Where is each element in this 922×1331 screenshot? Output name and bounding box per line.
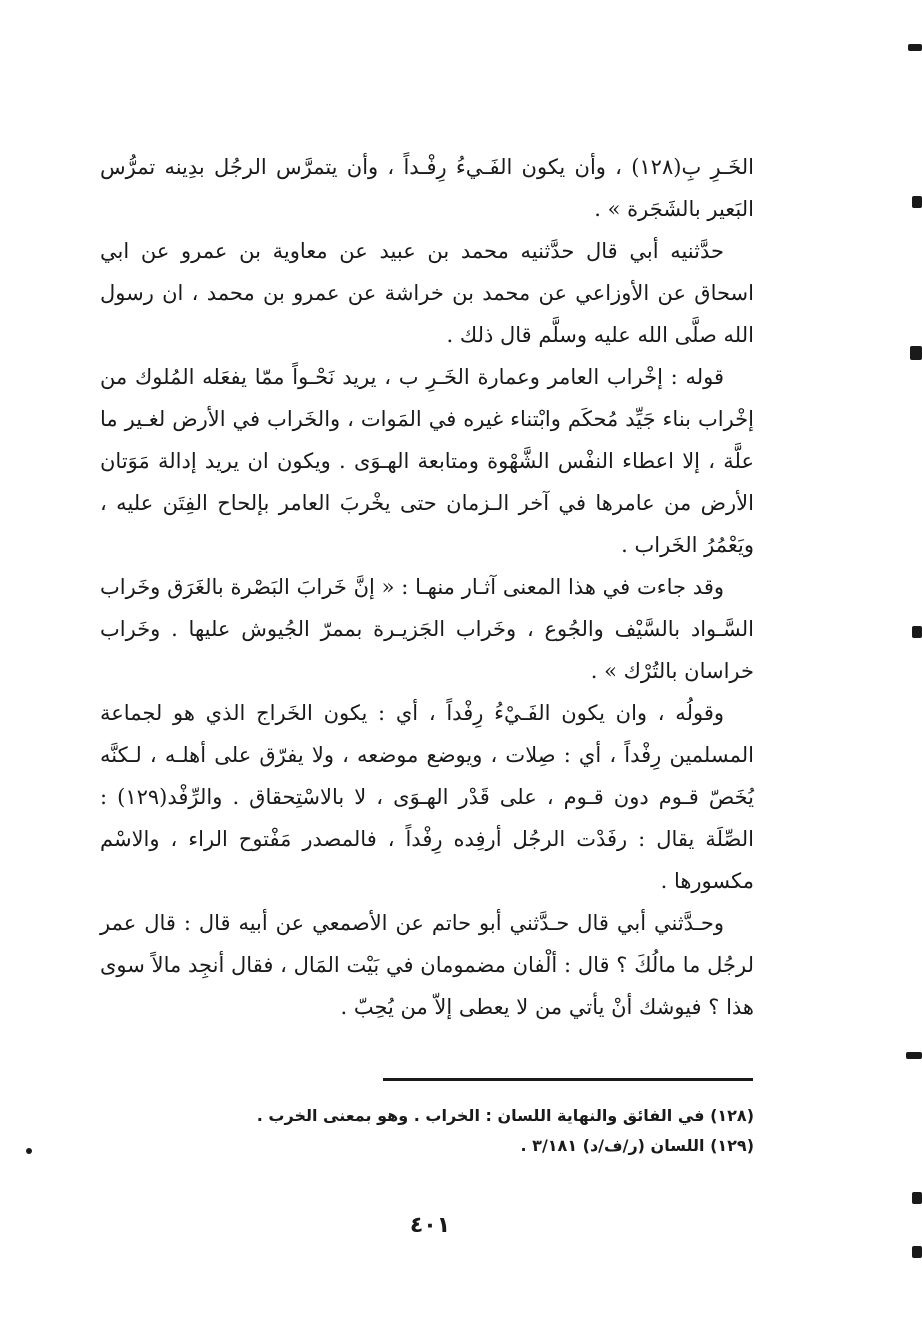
paragraph-1: الخَـرِ بِ(١٢٨) ، وأن يكون الفَـيءُ رِفْـداً ، وأن يتمرَّس الرجُل بدِينه تمرُّس البَعير بالشَجَرة » . bbox=[100, 155, 754, 221]
scan-mark bbox=[912, 626, 922, 638]
scan-mark bbox=[910, 346, 922, 360]
paragraph-3: قوله : إخْراب العامر وعمارة الخَـرِ ب ، يريد نَحْـواً ممّا يفعَله المُلوك من إخْراب بناء جَيِّد مُحكَم وابْتناء غيره في المَوات ، والخَراب في الأرض لغـير ما علَّة ، إلا اعطاء النفْس الشَّهْوة ومتابعة الهـوَى . ويكون ان يريد إدالة مَوَتان الأرض من عامرها في آخر الـزمان حتى يخْربَ العامر بإلحاح الفِتَن عليه ، ويَعْمُرُ الخَراب . bbox=[100, 365, 754, 557]
scan-mark bbox=[26, 1148, 32, 1154]
paragraph-2: حدَّثنيه أبي قال حدَّثنيه محمد بن عبيد عن معاوية بن عمرو عن ابي اسحاق عن الأوزاعي عن محمد بن خراشة عن عمرو بن محمد ، ان رسول الله صلَّى الله عليه وسلَّم قال ذلك . bbox=[100, 239, 754, 347]
scan-mark bbox=[912, 1246, 922, 1258]
footnote-separator bbox=[383, 1078, 753, 1081]
main-text bbox=[100, 146, 754, 1028]
scan-mark bbox=[908, 44, 922, 51]
page-number: ٤٠١ bbox=[409, 1213, 451, 1238]
footnotes bbox=[120, 1101, 754, 1161]
footnote-129: (١٢٩) اللسان (ر/ف/د) ٣/١٨١ . bbox=[520, 1136, 754, 1155]
footnote-128: (١٢٨) في الفائق والنهاية اللسان : الخراب . وهو بمعنى الخرب . bbox=[256, 1106, 754, 1125]
paragraph-6: وحـدَّثني أبي قال حـدَّثني أبو حاتم عن الأصمعي عن أبيه قال : قال عمر لرجُل ما مالُكَ ؟ قال : ألْفان مضمومان في بَيْت المَال ، فقال أنجِد مالاً سوى هذا ؟ فيوشك أنْ يأتي من لا يعطى إلاّ من يُحِبّ . bbox=[100, 911, 754, 1019]
paragraph-5: وقولُه ، وان يكون الفَـيْءُ رِفْداً ، أي : يكون الخَراج الذي هو لجماعة المسلمين رِفْداً ، أي : صِلات ، ويوضع موضعه ، ولا يفرّق على أهلـه ، لـكنَّه يُخَصّ قـوم دون قـوم ، على قَدْر الهـوَى ، لا بالاسْتِحقاق . والرِّفْد(١٢٩) : الصِّلَة يقال : رفَدْت الرجُل أرفِده رِفْداً ، فالمصدر مَفْتوح الراء ، والاسْم مكسورها . bbox=[100, 701, 754, 893]
scan-mark bbox=[912, 1192, 922, 1204]
paragraph-4: وقد جاءت في هذا المعنى آثـار منهـا : « إنَّ خَرابَ البَصْرة بالغَرَق وخَراب السَّـواد بالسَّيْف والجُوع ، وخَراب الجَزيـرة بممرّ الجُيوش عليها . وخَراب خراسان بالتُرْك » . bbox=[100, 575, 754, 683]
scan-mark bbox=[906, 1052, 922, 1059]
scan-mark bbox=[912, 196, 922, 208]
